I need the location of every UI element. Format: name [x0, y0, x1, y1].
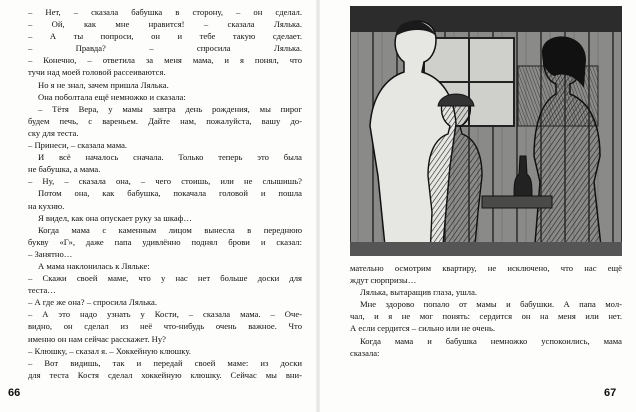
text-line: Когда мама и бабушка немножко успокоились, мама [360, 335, 622, 346]
text-line: Но я не знал, зачем пришла Лялька. [38, 79, 169, 90]
text-line: – Клюшку, – сказал я. – Хоккейную клюшку. [28, 345, 191, 356]
text-line: – Принеси, – сказала мама. [28, 140, 128, 151]
floor [350, 242, 622, 256]
text-line: Она поболтала ещё немножко и сказала: [38, 91, 186, 102]
text-line: А если сердится – сильно или не очень. [350, 323, 496, 334]
right-page-text [350, 262, 622, 359]
text-line: на кухню. [28, 200, 65, 211]
text-line: Лялька, вытаращив глаза, ушла. [360, 287, 478, 298]
text-line: – А это надо узнать у Кости, – сказала мама. – Оче- [28, 309, 302, 320]
text-line: не бабушка, а мама. [28, 164, 101, 175]
text-line: – Ой, как мне нравится! – сказала Лялька. [28, 19, 302, 30]
text-line: – Скажи своей маме, что у нас нет больше доски для [28, 273, 302, 284]
text-line: букву «Г», даже папа удивлённо поднял брови и сказал: [28, 236, 302, 247]
text-line: тучи над моей головой рассеиваются. [28, 67, 166, 78]
text-line: – Конечно, – ответила за меня мама, и я понял, что [28, 55, 302, 66]
text-line: – Нет, – сказала бабушка в сторону, – он сделал. [28, 7, 302, 17]
text-line: ску для теста. [28, 127, 79, 138]
illustration [350, 6, 622, 256]
text-line: видно, он сделал из неё что-нибудь очень важное. Что [28, 321, 302, 332]
page-number-left: 66 [8, 387, 21, 399]
text-line: – А ты попроси, он и тебе такую сделает. [28, 31, 302, 42]
text-line: Я видел, как она опускает руку за шкаф… [38, 212, 192, 223]
text-line: Когда мама с каменным лицом вынесла в переднюю [38, 224, 302, 235]
text-line: для теста Костя сделал хоккейную клюшку. Сейчас мы вни- [28, 369, 302, 380]
text-line: ждут сюрпризы… [350, 275, 417, 286]
text-line: – Тётя Вера, у мамы завтра день рождения, мы пирог [38, 103, 302, 114]
text-line: – А где же она? – спросила Лялька. [28, 297, 158, 308]
page-number-right: 67 [604, 387, 617, 399]
text-line: – Правда? – спросила Лялька. [28, 43, 302, 54]
text-line: теста… [28, 285, 56, 296]
text-line: мательно осмотрим квартиру, не исключено, что нас ещё [350, 263, 622, 273]
text-line: Мне здорово попало от мамы и бабушки. А папа мол- [360, 299, 622, 310]
table [482, 196, 552, 208]
ceiling-band [350, 6, 622, 32]
left-page-text [28, 6, 302, 381]
text-line: будем печь, с вареньем. Дайте нам, пожалуйста, вашу до- [28, 115, 302, 126]
text-line: чал, и я не мог понять: сердится он на меня или нет. [350, 311, 622, 322]
text-line: именно он нам сейчас расскажет. Ну? [28, 333, 166, 344]
text-line: И всё началось сначала. Только теперь это была [38, 152, 302, 163]
text-line: – Вот видишь, так и передай своей маме: из доски [28, 357, 302, 368]
text-line: – Занятно… [28, 248, 73, 259]
text-line: А мама наклонилась к Ляльке: [38, 260, 150, 271]
text-line: – Ну, – сказала она, – чего стоишь, или не слышишь? [28, 176, 302, 187]
text-line: сказала: [350, 347, 380, 358]
text-line: Потом она, как бабушка, покачала головой и пошла [38, 188, 302, 199]
